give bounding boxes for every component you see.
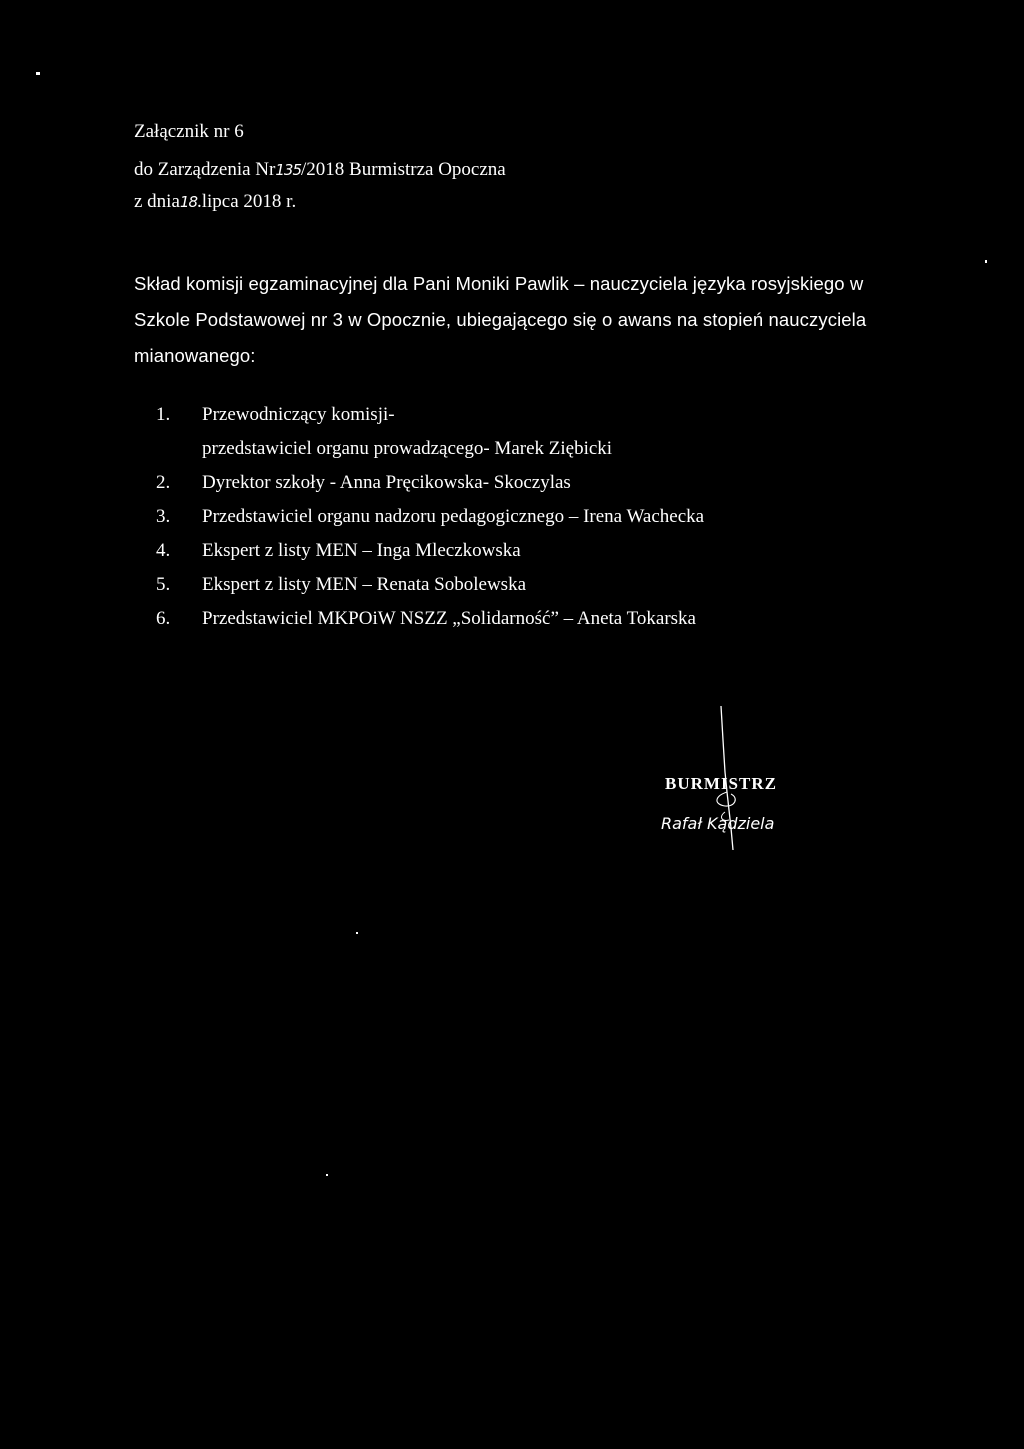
list-item-text: przedstawiciel organu prowadzącego- Marek Ziębicki (202, 438, 613, 459)
list-item-text: Przewodniczący komisji- (202, 404, 395, 425)
ordinance-number-handwritten: 135 (275, 161, 301, 179)
ordinance-date (134, 190, 296, 214)
signature-block (655, 700, 855, 860)
list-item (156, 468, 796, 502)
list-item (156, 536, 796, 570)
scan-speck (36, 72, 40, 75)
list-item-text: Dyrektor szkoły - Anna Pręcikowska- Skoczylas (202, 472, 571, 493)
signatory-title: BURMISTRZ (665, 774, 777, 793)
attachment-label (134, 120, 244, 144)
list-item-text: Ekspert z listy MEN – Inga Mleczkowska (202, 540, 521, 561)
list-item-text: Ekspert z listy MEN – Renata Sobolewska (202, 574, 527, 595)
scan-speck (326, 1174, 328, 1176)
date-day-handwritten: 18 (179, 193, 197, 211)
list-item-number: 3. (156, 506, 171, 527)
ordinance-reference (134, 158, 506, 182)
list-item-text: Przedstawiciel MKPOiW NSZZ „Solidarność” – Aneta Tokarska (202, 608, 696, 629)
intro-line: Szkole Podstawowej nr 3 w Opocznie, ubiegającego się o awans na stopień nauczyciela (134, 309, 867, 330)
ordinance-prefix: do Zarządzenia Nr (134, 159, 276, 180)
intro-line: Skład komisji egzaminacyjnej dla Pani Moniki Pawlik – nauczyciela języka rosyjskiego w (134, 273, 864, 294)
list-item-number: 4. (156, 540, 171, 561)
list-item-number: 5. (156, 574, 171, 595)
list-item-number: 6. (156, 608, 171, 629)
list-item-continuation (156, 434, 796, 468)
list-item (156, 502, 796, 536)
date-prefix: z dnia (134, 191, 180, 212)
intro-line: mianowanego: (134, 345, 256, 366)
list-item (156, 570, 796, 604)
list-item (156, 400, 796, 434)
list-item (156, 604, 796, 638)
signatory-name: Rafał Kądziela (661, 814, 775, 833)
list-item-number: 2. (156, 472, 171, 493)
ordinance-suffix: /2018 Burmistrza Opoczna (301, 159, 506, 180)
list-item-text: Przedstawiciel organu nadzoru pedagogicznego – Irena Wachecka (202, 506, 705, 527)
date-suffix: .lipca 2018 r. (197, 191, 297, 212)
attachment-number: Załącznik nr 6 (134, 121, 244, 142)
list-item-number: 1. (156, 404, 171, 425)
intro-paragraph (134, 266, 894, 374)
committee-members-list (156, 400, 796, 638)
scan-speck (985, 260, 987, 263)
scan-speck (356, 932, 358, 934)
